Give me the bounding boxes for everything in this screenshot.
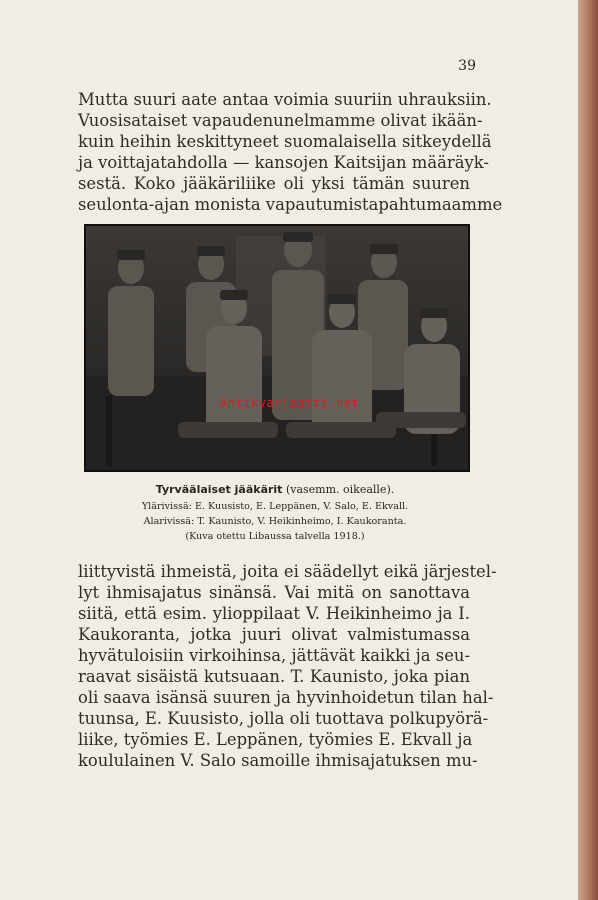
caption-title-bold: Tyrväälaiset jääkärit xyxy=(155,483,283,496)
text-line: liike, työmies E. Leppänen, työmies E. Ekvall ja xyxy=(78,730,473,749)
caption-title-rest: (vasemm. oikealle). xyxy=(282,483,395,496)
text-line: sestä. Koko jääkäriliike oli yksi tämän suuren xyxy=(78,174,470,193)
text-line: raavat sisäistä kutsuaan. T. Kaunisto, joka pian xyxy=(78,667,470,686)
caption-line: Alarivissä: T. Kaunisto, V. Heikinheimo, I. Kaukoranta. xyxy=(143,516,407,527)
text-line: koululainen V. Salo samoille ihmisajatuksen mu- xyxy=(78,751,478,770)
text-line: siitä, että esim. ylioppilaat V. Heikinheimo ja I. xyxy=(78,604,470,623)
text-line: Vuosisataiset vapaudenunelmamme olivat ikään- xyxy=(78,111,483,130)
text-line: oli saava isänsä suuren ja hyvinhoidetun tilan hal- xyxy=(78,688,494,707)
text-line: Mutta suuri aate antaa voimia suuriin uhrauksiin. xyxy=(78,90,492,109)
text-line: ja voittajatahdolla — kansojen Kaitsijan määräyk- xyxy=(78,153,489,172)
text-line: Kaukoranta, jotka juuri olivat valmistumassa xyxy=(78,625,470,644)
group-photograph xyxy=(84,224,470,472)
text-line: lyt ihmisajatus sinänsä. Vai mitä on sanottava xyxy=(78,583,470,602)
page-number: 39 xyxy=(458,58,476,74)
text-line: seulonta-ajan monista vapautumistapahtumaamme xyxy=(78,195,503,214)
paragraph-bottom xyxy=(78,561,497,771)
caption-title xyxy=(84,483,466,496)
caption-line: Ylärivissä: E. Kuusisto, E. Leppänen, V. Salo, E. Ekvall. xyxy=(141,501,409,512)
text-line: tuunsa, E. Kuusisto, jolla oli tuottava polkupyörä- xyxy=(78,709,489,728)
watermark-text: Antikvariaatti.net xyxy=(220,396,360,410)
text-line: kuin heihin keskittyneet suomalaisella sitkeydellä xyxy=(78,132,492,151)
text-line: liittyvistä ihmeistä, joita ei säädellyt eikä järjestel- xyxy=(78,562,497,581)
soldiers-photo-illustration xyxy=(86,226,468,470)
page-edge xyxy=(578,0,598,900)
caption-line: (Kuva otettu Libaussa talvella 1918.) xyxy=(185,531,365,542)
text-line: hyvätuloisiin virkoihinsa, jättävät kaikki ja seu- xyxy=(78,646,470,665)
paragraph-top xyxy=(78,89,503,215)
